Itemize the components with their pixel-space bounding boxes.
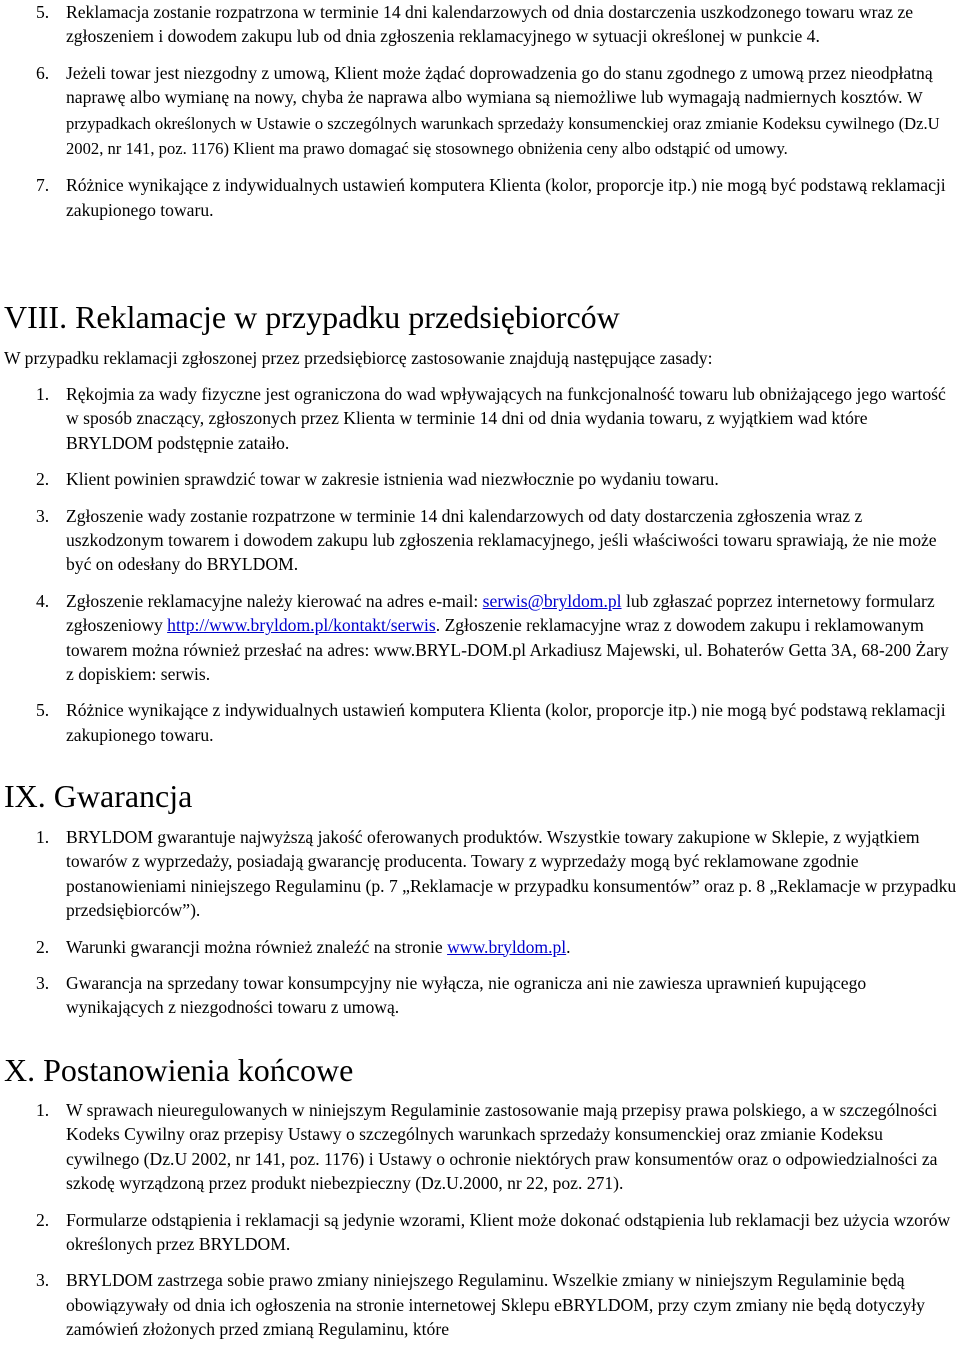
- item-number: 5.: [36, 700, 50, 721]
- item-number: 2.: [36, 469, 50, 490]
- item-text: BRYLDOM gwarantuje najwyższą jakość oferowanych produktów. Wszystkie towary zakupione w Sklepie, z wyjątkiem towarów z wyprzedaży, posiadają gwarancję producenta. Towary z wyprzedaży mogą być reklamowane zgodnie postanowieniami niniejszego Regulaminu (p. 7 „Reklamacje w przypadku konsumentów” oraz p. 8 „Reklamacje w przypadku przedsiębiorców”).: [66, 827, 957, 921]
- list-item: [0, 1208, 960, 1257]
- item-number: 3.: [36, 973, 50, 994]
- item-text: lub zgłaszać poprzez internetowy formularz zgłoszeniowy: [66, 590, 935, 636]
- section-heading-x: X. Postanowienia końcowe: [4, 1052, 354, 1088]
- list-item: [0, 61, 960, 162]
- list-item: [0, 589, 960, 687]
- item-number: 1.: [36, 1100, 50, 1120]
- item-number: 1.: [36, 827, 50, 847]
- section-viii-list: [0, 382, 960, 747]
- list-item: [0, 0, 960, 49]
- section-heading-ix: IX. Gwarancja: [4, 778, 193, 814]
- item-number: 3.: [36, 505, 50, 526]
- item-number: 3.: [36, 1270, 50, 1291]
- list-item: [0, 935, 960, 959]
- list-item: [0, 1268, 960, 1341]
- list-item: [0, 382, 960, 455]
- previous-section-list: [0, 0, 960, 222]
- item-text: Klient powinien sprawdzić towar w zakresie istnienia wad niezwłocznie po wydaniu towaru.: [66, 469, 719, 490]
- item-number: 2.: [36, 1209, 50, 1230]
- item-text: BRYLDOM zastrzega sobie prawo zmiany niniejszego Regulaminu. Wszelkie zmiany w niniejszym Regulaminie będą obowiązywały od dnia ich ogłoszenia na stronie internetowej Sklepu eBRYLDOM, przy czym zmiany nie będą dotyczyły zamówień złożonych przed zmianą Regulaminu, które: [66, 1270, 925, 1340]
- item-text: Różnice wynikające z indywidualnych ustawień komputera Klienta (kolor, proporcje itp.) nie mogą być podstawą reklamacji zakupionego towaru.: [66, 175, 946, 220]
- item-text: Formularze odstąpienia i reklamacji są jedynie wzorami, Klient może dokonać odstąpienia lub reklamacji bez użycia wzorów określonych przez BRYLDOM.: [66, 1209, 951, 1255]
- section-heading-viii: VIII. Reklamacje w przypadku przedsiębiorców: [4, 299, 620, 335]
- item-number: 6.: [36, 62, 50, 83]
- website-link[interactable]: www.bryldom.pl: [447, 936, 567, 957]
- email-link[interactable]: serwis@bryldom.pl: [482, 590, 622, 611]
- item-number: 4.: [36, 590, 50, 611]
- list-item: [0, 971, 960, 1020]
- section-x-list: [0, 1098, 960, 1342]
- item-text: . Zgłoszenie reklamacyjne wraz z dowodem zakupu i reklamowanym towarem można również przesłać na adres: www.BRYL-DOM.pl Arkadiusz Majewski, ul. Bohaterów Getta 3A, 68-200 Żary z dopiskiem: serwis.: [66, 615, 949, 685]
- section-ix-list: [0, 825, 960, 1020]
- item-text: Gwarancja na sprzedany towar konsumpcyjny nie wyłącza, nie ogranicza ani nie zawiesza uprawnień kupującego wynikających z niezgodności towaru z umową.: [66, 973, 867, 1018]
- item-text: W sprawach nieuregulowanych w niniejszym Regulaminie zastosowanie mają przepisy prawa polskiego, a w szczególności Kodeks Cywilny oraz przepisy Ustawy o szczególnych warunkach sprzedaży konsumenckiej oraz zmianie Kodeksu cywilnego (Dz.U 2002, nr 141, poz. 1176) i Ustawy o ochronie niektórych praw konsumentów oraz o odpowiedzialności za szkodę wyrządzoną przez produkt niebezpieczny (Dz.U.2000, nr 22, poz. 271).: [66, 1100, 938, 1194]
- item-number: 5.: [36, 2, 50, 22]
- item-text: Warunki gwarancji można również znaleźć na stronie: [66, 936, 448, 957]
- list-item: [0, 1098, 960, 1196]
- list-item: [0, 698, 960, 747]
- list-item: [0, 467, 960, 491]
- item-text: Jeżeli towar jest niezgodny z umową, Klient może żądać doprowadzenia go do stanu zgodnego z umową przez nieodpłatną naprawę albo wymianę na nowy, chyba że naprawa albo wymiana są niemożliwe lub wymagają nadmiernych kosztów.: [66, 62, 933, 108]
- list-item: [0, 173, 960, 222]
- item-text: Zgłoszenie reklamacyjne należy kierować na adres e-mail:: [66, 590, 483, 611]
- item-text: Rękojmia za wady fizyczne jest ograniczona do wad wpływających na funkcjonalność towaru lub obniżającego jego wartość w sposób znaczący, zgłoszonych przez Klienta w terminie 14 dni od dnia wydania towaru, z wyjątkiem wad które BRYLDOM podstępnie zataiło.: [66, 384, 946, 453]
- service-form-link[interactable]: http://www.bryldom.pl/kontakt/serwis: [167, 615, 436, 636]
- item-number: 1.: [36, 384, 50, 404]
- item-number: 2.: [36, 936, 50, 957]
- list-item: [0, 825, 960, 923]
- section-intro: W przypadku reklamacji zgłoszonej przez przedsiębiorcę zastosowanie znajdują następujące zasady:: [4, 348, 713, 368]
- item-text: .: [566, 936, 571, 957]
- item-text: Różnice wynikające z indywidualnych ustawień komputera Klienta (kolor, proporcje itp.) nie mogą być podstawą reklamacji zakupionego towaru.: [66, 700, 946, 745]
- item-text-tight: W przypadkach określonych w Ustawie o szczególnych warunkach sprzedaży konsumenckiej oraz zmianie Kodeksu cywilnego (Dz.U 2002, nr 141, poz. 1176) Klient ma prawo domagać się stosownego obniżenia ceny albo odstąpić od umowy.: [66, 88, 940, 159]
- item-text: Zgłoszenie wady zostanie rozpatrzone w terminie 14 dni kalendarzowych od daty dostarczenia zgłoszenia wraz z uszkodzonym towarem i dowodem zakupu lub zgłoszenia reklamacyjnego, jeśli właściwości towaru sprawiają, że nie może być on odesłany do BRYLDOM.: [66, 505, 937, 575]
- list-item: [0, 504, 960, 577]
- item-text: Reklamacja zostanie rozpatrzona w terminie 14 dni kalendarzowych od dnia dostarczenia uszkodzonego towaru wraz ze zgłoszeniem i dowodem zakupu lub od dnia zgłoszenia reklamacyjnego w sytuacji określonej w punkcie 4.: [66, 2, 914, 47]
- item-number: 7.: [36, 175, 50, 196]
